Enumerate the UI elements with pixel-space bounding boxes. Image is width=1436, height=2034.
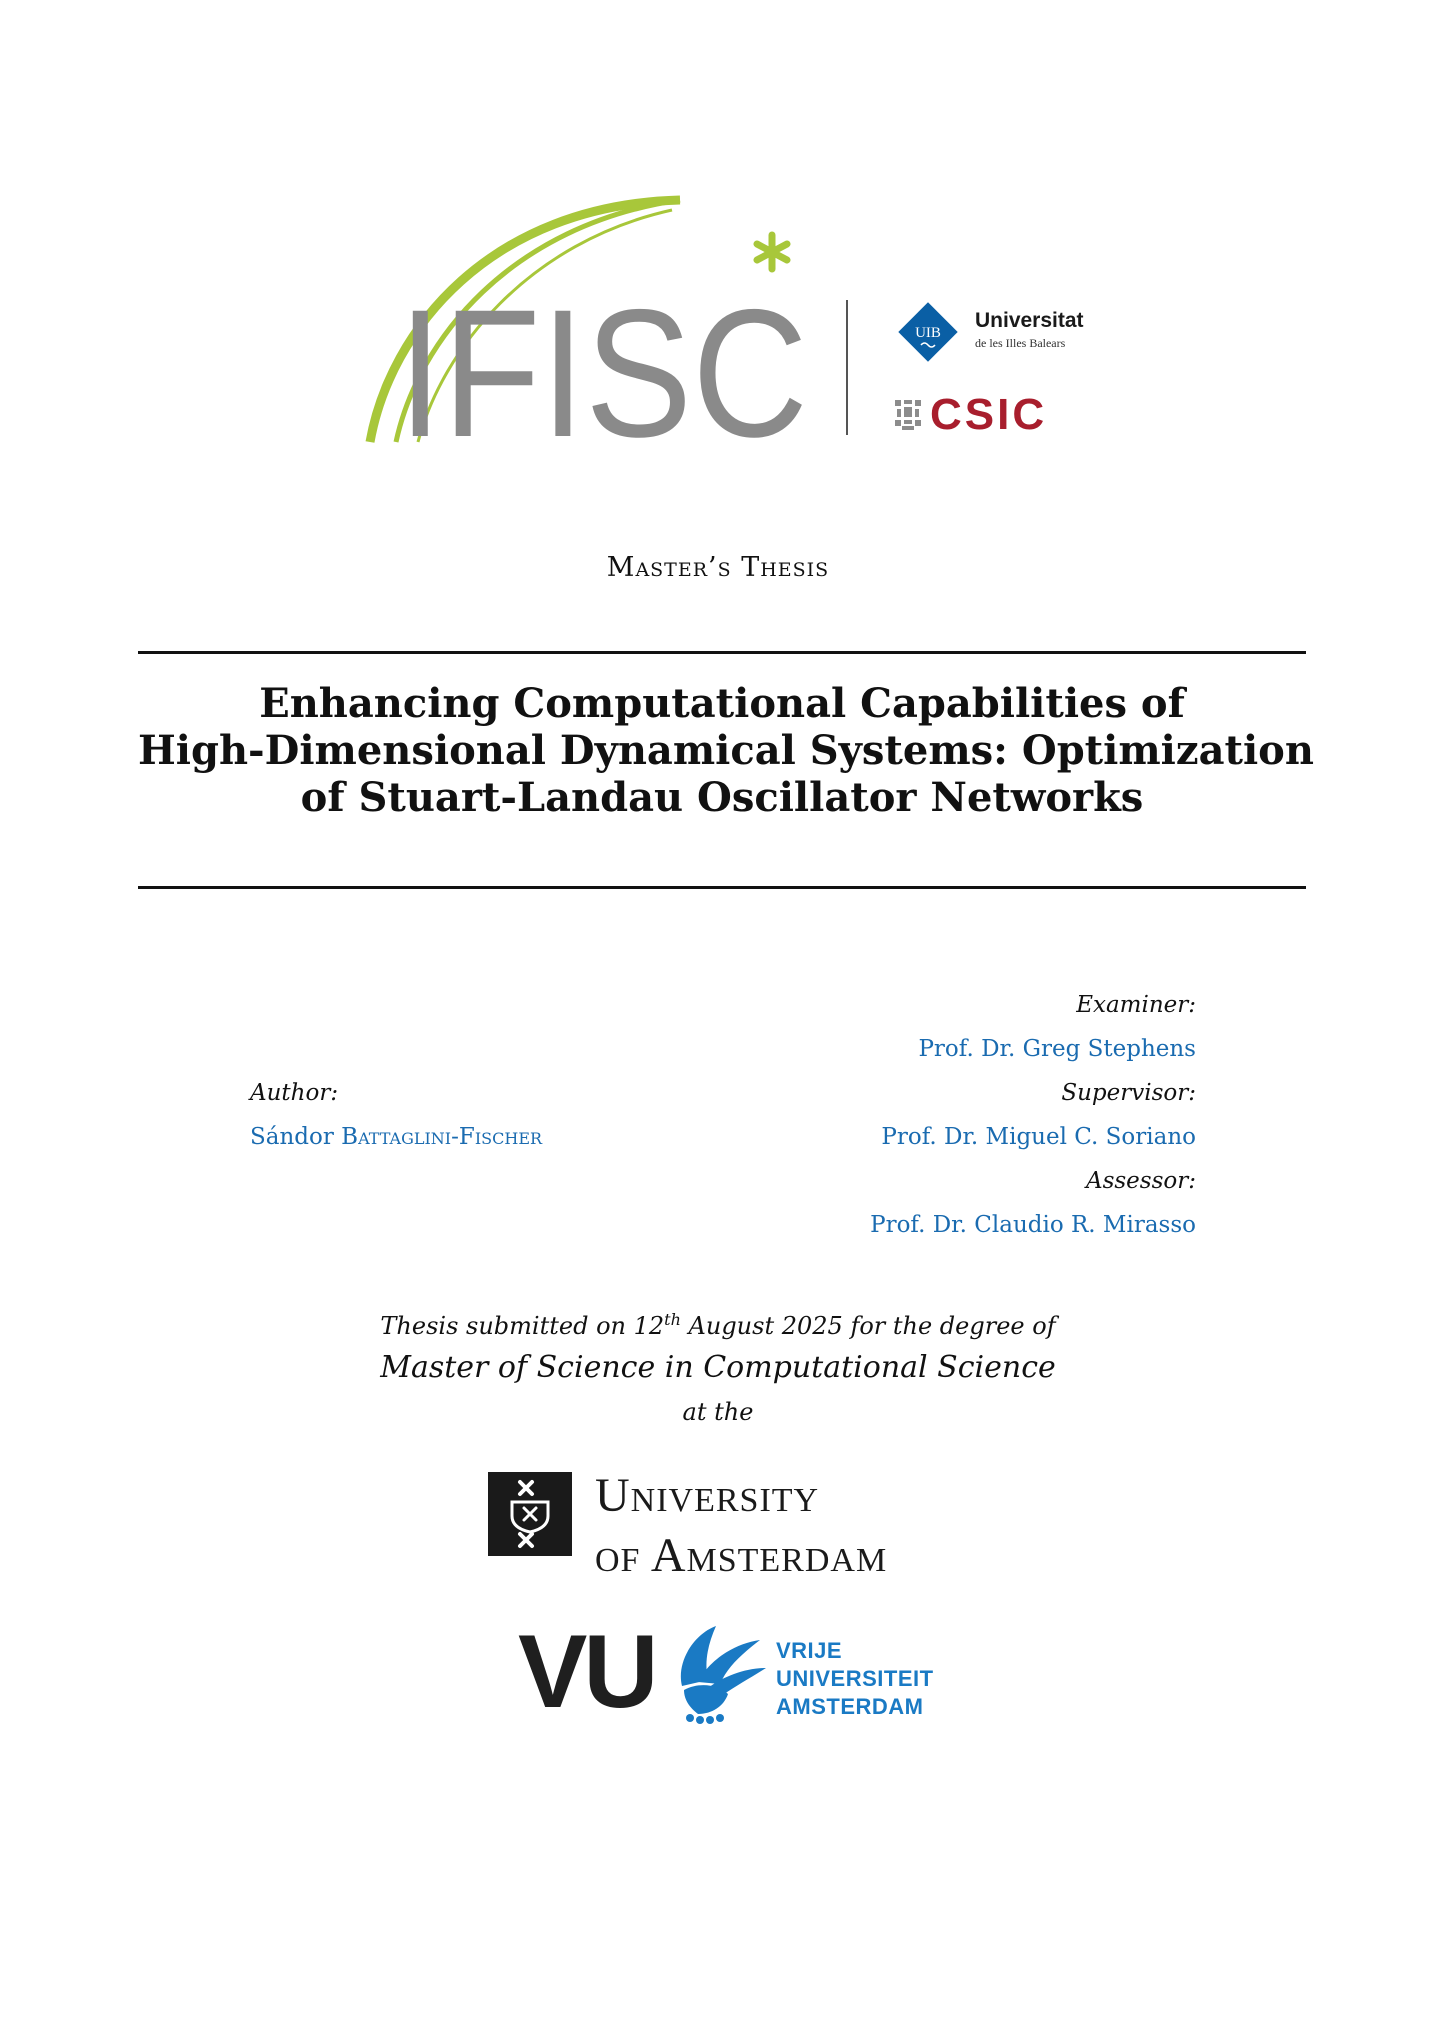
- at-the: at the: [682, 1398, 754, 1426]
- vu-name-line-3: AMSTERDAM: [776, 1694, 924, 1719]
- thesis-title: [138, 680, 1314, 821]
- supervisor-role: Supervisor:: [1061, 1080, 1196, 1106]
- examiner-name-link[interactable]: Prof. Dr. Greg Stephens: [918, 1036, 1196, 1062]
- csic-seal-icon: [893, 398, 923, 432]
- vu-letters: VU: [518, 1614, 655, 1730]
- svg-text:UIB: UIB: [915, 325, 941, 341]
- title-line-3: of Stuart-Landau Oscillator Networks: [300, 774, 1144, 821]
- uib-name: Universitat: [975, 309, 1084, 332]
- vu-griffin-icon: [668, 1622, 768, 1726]
- ifisc-logo: [360, 180, 820, 450]
- submission-ordinal: th: [664, 1310, 681, 1329]
- author-given-name: Sándor: [250, 1124, 334, 1150]
- submission-prefix: Thesis submitted on 12: [380, 1312, 665, 1340]
- thesis-kind: Master’s Thesis: [606, 552, 830, 583]
- csic-name: CSIC: [930, 390, 1048, 439]
- vu-name-line-2: UNIVERSITEIT: [776, 1666, 934, 1691]
- uib-seal-icon: [893, 297, 963, 367]
- submission-suffix: August 2025 for the degree of: [688, 1312, 1056, 1340]
- examiner-role: Examiner:: [1076, 992, 1196, 1018]
- ifisc-wordmark: IFISC: [398, 271, 808, 450]
- title-line-1: Enhancing Computational Capabilities of: [259, 680, 1185, 727]
- author-role: Author:: [250, 1080, 339, 1106]
- supervisor-name-link[interactable]: Prof. Dr. Miguel C. Soriano: [881, 1124, 1196, 1150]
- assessor-name-link[interactable]: Prof. Dr. Claudio R. Mirasso: [870, 1212, 1196, 1238]
- assessor-role: Assessor:: [1085, 1168, 1196, 1194]
- vu-name-line-1: VRIJE: [776, 1638, 843, 1663]
- partner-logos: [0, 0, 1436, 460]
- logo-divider: [846, 300, 848, 435]
- degree-name: Master of Science in Computational Science: [380, 1350, 1056, 1385]
- uva-name-line-2: of Amsterdam: [595, 1529, 888, 1582]
- author-family-name: Battaglini-Fischer: [341, 1124, 543, 1150]
- author-name-link[interactable]: [250, 1124, 542, 1150]
- title-rule-bottom: [138, 886, 1306, 889]
- uva-emblem-icon: [488, 1472, 572, 1556]
- title-line-2: High-Dimensional Dynamical Systems: Optimization: [138, 727, 1314, 774]
- uib-subname: de les Illes Balears: [975, 336, 1066, 350]
- submission-statement: [0, 1310, 1436, 1340]
- uva-name-line-1: University: [595, 1469, 820, 1522]
- title-rule-top: [138, 651, 1306, 654]
